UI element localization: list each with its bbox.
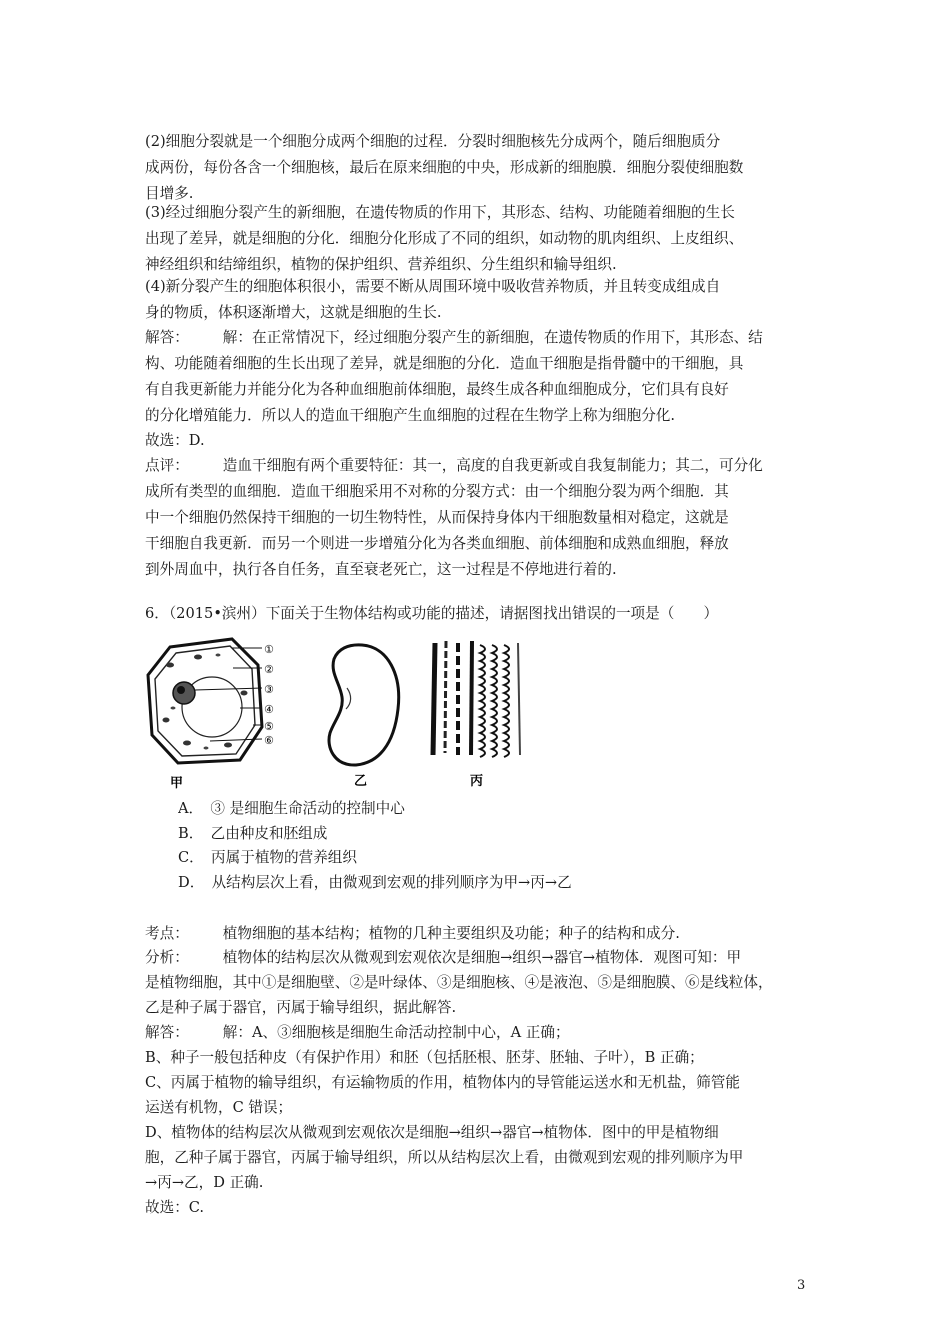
kaodian-text: 植物细胞的基本结构；植物的几种主要组织及功能；种子的结构和成分. xyxy=(222,925,680,942)
nucleus xyxy=(173,682,195,704)
comment-line-2: 成所有类型的血细胞．造血干细胞采用不对称的分裂方式：由一个细胞分裂为两个细胞．其 xyxy=(145,483,729,500)
answer-text-1: 解：在正常情况下，经过细胞分裂产生的新细胞，在遗传物质的作用下，其形态、结 xyxy=(222,329,763,346)
comment-line-4: 干细胞自我更新．而另一个则进一步增殖分化为各类血细胞、前体细胞和成熟血细胞，释放 xyxy=(145,535,729,552)
q6-answer-line-2: B、种子一般包括种皮（有保护作用）和胚（包括胚根、胚芽、胚轴、子叶），B 正确； xyxy=(145,1049,704,1066)
q6-answer-text-1: 解：A、③细胞核是细胞生命活动控制中心，A 正确； xyxy=(222,1024,570,1041)
comment-line-1 xyxy=(145,456,815,476)
paragraph-3-line-2: 出现了差异，就是细胞的分化．细胞分化形成了不同的组织，如动物的肌肉组织、上皮组织、 xyxy=(145,230,744,247)
figure-svg xyxy=(140,635,540,795)
question-6-figure xyxy=(140,635,540,795)
answer-line-2: 构、功能随着细胞的生长出现了差异，就是细胞的分化．造血干细胞是指骨髓中的干细胞，具 xyxy=(145,355,744,372)
chloroplast xyxy=(163,718,170,723)
conducting-tissue-diagram xyxy=(427,641,523,759)
chloroplast xyxy=(183,741,191,746)
q6-answer-line-6: 胞，乙种子属于器官，丙属于输导组织，所以从结构层次上看，由微观到宏观的排列顺序为甲 xyxy=(145,1149,744,1166)
chloroplast xyxy=(166,663,174,668)
q6-answer-line-1 xyxy=(145,1023,815,1043)
comment-line-3: 中一个细胞仍然保持干细胞的一切生物特性，从而保持身体内干细胞数量相对稳定，这就是 xyxy=(145,509,729,526)
paragraph-4-line-1: (4)新分裂产生的细胞体积很小，需要不断从周围环境中吸收营养物质，并且转变成组成自 xyxy=(145,278,721,295)
marker-1: ① xyxy=(264,643,274,656)
marker-6: ⑥ xyxy=(264,734,274,747)
fenxi-line-2: 是植物细胞，其中①是细胞壁、②是叶绿体、③是细胞核、④是液泡、⑤是细胞膜、⑥是线粒体， xyxy=(145,974,773,991)
answer-line-3: 有自我更新能力并能分化为各种血细胞前体细胞，最终生成各种血细胞成分，它们具有良好 xyxy=(145,381,729,398)
choice-line: 故选：D. xyxy=(145,432,205,449)
kaodian-label: 考点： xyxy=(145,925,189,942)
q6-answer-line-4: 运送有机物，C 错误； xyxy=(145,1099,293,1116)
paragraph-2-line-2: 成两份，每份各含一个细胞核，最后在原来细胞的中央，形成新的细胞膜．细胞分裂使细胞数 xyxy=(145,159,744,176)
answer-line-1 xyxy=(145,328,815,348)
paragraph-2-line-1: (2)细胞分裂就是一个细胞分成两个细胞的过程．分裂时细胞核先分成两个，随后细胞质分 xyxy=(145,133,721,150)
mitochondrion xyxy=(216,654,221,657)
question-6-stem: 6．（2015•滨州）下面关于生物体结构或功能的描述，请据图找出错误的一项是（ ） xyxy=(145,605,719,622)
marker-4: ④ xyxy=(264,703,274,716)
paragraph-2-line-3: 目增多. xyxy=(145,185,194,202)
seed-coat-outline xyxy=(329,645,399,765)
comment-line-5: 到外周血中，执行各自任务，直至衰老死亡，这一过程是不停地进行着的. xyxy=(145,561,617,578)
q6-answer-line-7: →丙→乙，D 正确. xyxy=(145,1174,264,1191)
answer-line-4: 的分化增殖能力．所以人的造血干细胞产生血细胞的过程在生物学上称为细胞分化. xyxy=(145,407,676,424)
chloroplast xyxy=(224,743,232,748)
paragraph-3-line-1: (3)经过细胞分裂产生的新细胞，在遗传物质的作用下，其形态、结构、功能随着细胞的生长 xyxy=(145,204,735,221)
option-d: D． 从结构层次上看，由微观到宏观的排列顺序为甲→丙→乙 xyxy=(178,874,572,891)
marker-3: ③ xyxy=(264,683,274,696)
page-number: 3 xyxy=(797,1278,806,1293)
chloroplast xyxy=(241,691,248,696)
option-a: A． ③ 是细胞生命活动的控制中心 xyxy=(178,800,405,817)
label-yi: 乙 xyxy=(354,774,368,789)
vessel-wall xyxy=(433,643,435,755)
bean-seed-diagram xyxy=(329,645,399,765)
q6-answer-line-3: C、丙属于植物的输导组织，有运输物质的作用，植物体内的导管能运送水和无机盐，筛管能 xyxy=(145,1074,740,1091)
fenxi-line-1 xyxy=(145,948,815,968)
chloroplast xyxy=(194,655,202,660)
comment-text-1: 造血干细胞有两个重要特征：其一，高度的自我更新或自我复制能力；其二，可分化 xyxy=(222,457,763,474)
fenxi-label: 分析： xyxy=(145,949,189,966)
marker-2: ② xyxy=(264,663,274,676)
kaodian-line xyxy=(145,924,815,944)
fenxi-line-3: 乙是种子属于器官，丙属于输导组织，据此解答. xyxy=(145,999,457,1016)
nucleolus xyxy=(177,686,185,694)
marker-5: ⑤ xyxy=(264,720,274,733)
label-bing: 丙 xyxy=(470,774,484,789)
comment-label: 点评： xyxy=(145,457,189,474)
q6-answer-line-5: D、植物体的结构层次从微观到宏观依次是细胞→组织→器官→植物体．图中的甲是植物细 xyxy=(145,1124,719,1141)
option-c: C． 丙属于植物的营养组织 xyxy=(178,849,357,866)
q6-choice-line: 故选：C. xyxy=(145,1199,205,1216)
cell-wall-outline xyxy=(148,639,262,763)
paragraph-4-line-2: 身的物质，体积逐渐增大，这就是细胞的生长. xyxy=(145,304,442,321)
option-b: B． 乙由种皮和胚组成 xyxy=(178,825,328,842)
answer-label: 解答： xyxy=(145,329,189,346)
q6-answer-label: 解答： xyxy=(145,1024,189,1041)
label-jia: 甲 xyxy=(170,776,184,791)
plant-cell-diagram xyxy=(148,639,274,763)
vessel-wall xyxy=(445,641,446,753)
mitochondrion xyxy=(204,747,209,750)
paragraph-3-line-3: 神经组织和结缔组织，植物的保护组织、营养组织、分生组织和输导组织. xyxy=(145,256,617,273)
mitochondrion xyxy=(171,707,176,710)
fenxi-text-1: 植物体的结构层次从微观到宏观依次是细胞→组织→器官→植物体．观图可知：甲 xyxy=(222,949,742,966)
vessel-wall xyxy=(471,641,472,755)
